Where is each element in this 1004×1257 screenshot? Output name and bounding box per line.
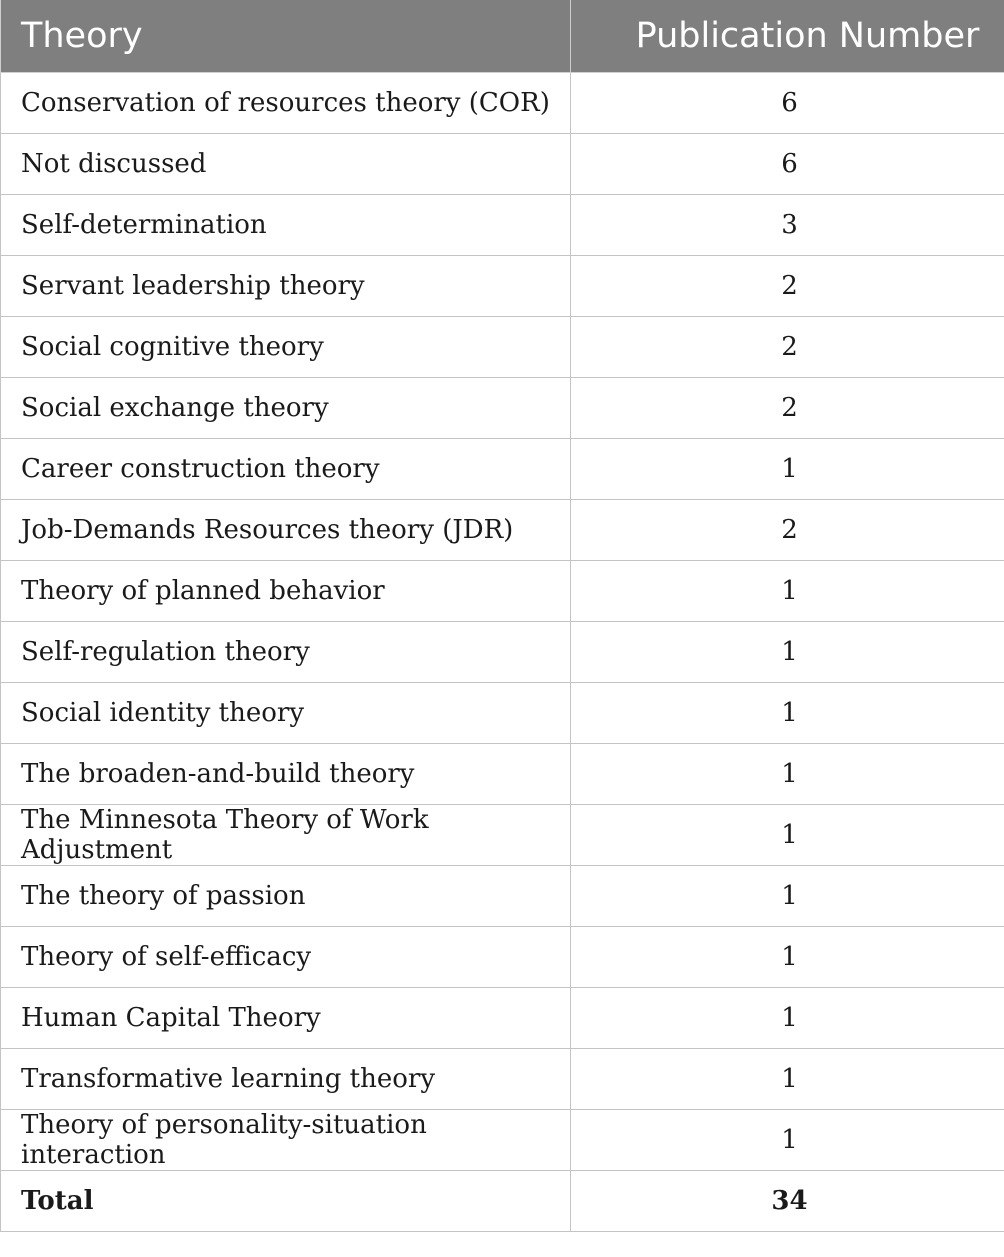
table-row — [1, 1110, 1004, 1171]
table-row — [1, 73, 1004, 134]
table-row — [1, 866, 1004, 927]
publication-count-cell: 1 — [571, 683, 1004, 744]
publication-count-cell: 1 — [571, 561, 1004, 622]
publication-count-cell: 1 — [571, 927, 1004, 988]
publication-count-cell: 6 — [571, 73, 1004, 134]
theory-cell: Human Capital Theory — [1, 988, 571, 1049]
theory-cell: Theory of self-efficacy — [1, 927, 571, 988]
publication-count-cell: 3 — [571, 195, 1004, 256]
publication-count-cell: 1 — [571, 439, 1004, 500]
total-count: 34 — [571, 1171, 1004, 1232]
publication-count-cell: 1 — [571, 988, 1004, 1049]
theory-cell: Job-Demands Resources theory (JDR) — [1, 500, 571, 561]
publication-count-cell: 2 — [571, 378, 1004, 439]
theory-cell: Theory of planned behavior — [1, 561, 571, 622]
table-row — [1, 744, 1004, 805]
publication-count-cell: 2 — [571, 317, 1004, 378]
header-theory: Theory — [1, 0, 571, 73]
table-row — [1, 805, 1004, 866]
total-row — [1, 1171, 1004, 1232]
header-row — [1, 0, 1004, 73]
publication-count-cell: 1 — [571, 1049, 1004, 1110]
theory-cell: The broaden-and-build theory — [1, 744, 571, 805]
publication-count-cell: 1 — [571, 744, 1004, 805]
publication-count-cell: 1 — [571, 1110, 1004, 1171]
theory-cell: Career construction theory — [1, 439, 571, 500]
theory-cell: Social cognitive theory — [1, 317, 571, 378]
theory-cell: The Minnesota Theory of Work Adjustment — [1, 805, 571, 866]
theory-cell: Social identity theory — [1, 683, 571, 744]
table-row — [1, 927, 1004, 988]
theory-cell: Not discussed — [1, 134, 571, 195]
table-body — [1, 73, 1004, 1232]
table-row — [1, 134, 1004, 195]
publication-count-cell: 1 — [571, 866, 1004, 927]
publication-count-cell: 2 — [571, 500, 1004, 561]
table-row — [1, 500, 1004, 561]
publication-count-cell: 2 — [571, 256, 1004, 317]
table-row — [1, 683, 1004, 744]
table-row — [1, 622, 1004, 683]
theory-cell: The theory of passion — [1, 866, 571, 927]
table-row — [1, 561, 1004, 622]
theory-cell: Self-determination — [1, 195, 571, 256]
table-row — [1, 195, 1004, 256]
total-label: Total — [1, 1171, 571, 1232]
theory-cell: Theory of personality-situation interaction — [1, 1110, 571, 1171]
theory-cell: Transformative learning theory — [1, 1049, 571, 1110]
table-row — [1, 256, 1004, 317]
theory-cell: Conservation of resources theory (COR) — [1, 73, 571, 134]
theory-cell: Self-regulation theory — [1, 622, 571, 683]
publication-count-cell: 6 — [571, 134, 1004, 195]
table-row — [1, 378, 1004, 439]
publication-count-cell: 1 — [571, 622, 1004, 683]
table-row — [1, 439, 1004, 500]
theory-cell: Social exchange theory — [1, 378, 571, 439]
publication-count-cell: 1 — [571, 805, 1004, 866]
table-header — [1, 0, 1004, 73]
theory-cell: Servant leadership theory — [1, 256, 571, 317]
table-row — [1, 988, 1004, 1049]
table-row — [1, 317, 1004, 378]
header-publication-number: Publication Number — [571, 0, 1004, 73]
table-row — [1, 1049, 1004, 1110]
